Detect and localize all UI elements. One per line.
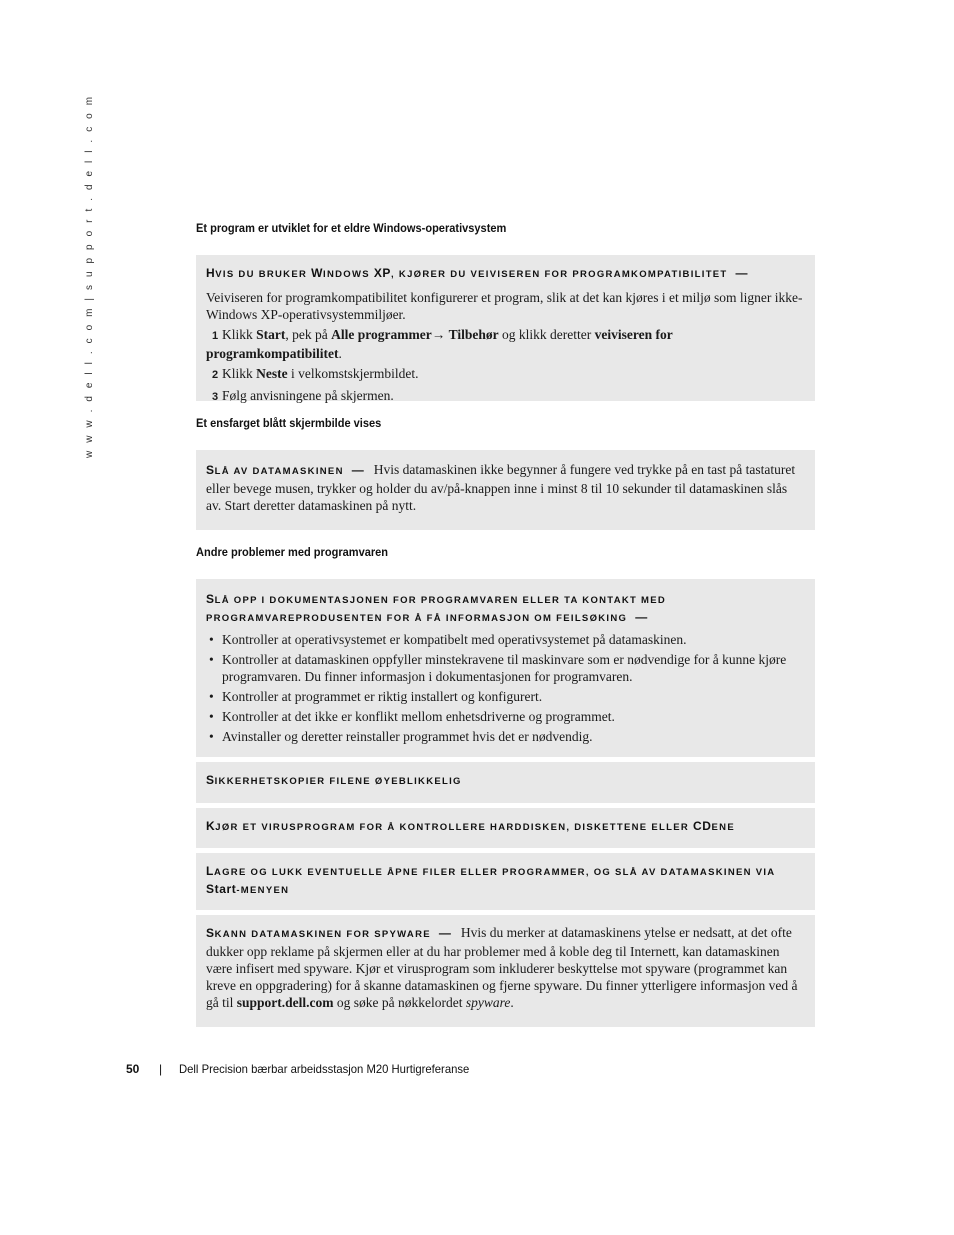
box-title: SIKKERHETSKOPIER FILENE ØYEBLIKKELIG: [206, 773, 462, 787]
list-item: • Kontroller at programmet er riktig installert og konfigurert.: [209, 689, 543, 704]
box-title: SLÅ AV DATAMASKINEN —: [206, 463, 364, 477]
step-3: 3 Følg anvisningene på skjermen.: [212, 388, 394, 403]
section-heading-old-windows: Et program er utviklet for et eldre Windows-operativsystem: [196, 221, 507, 235]
list-item: • Kontroller at operativsystemet er kompatibelt med operativsystemet på datamaskinen.: [209, 632, 687, 647]
page-number: 50: [126, 1062, 140, 1076]
box-title: LAGRE OG LUKK EVENTUELLE ÅPNE FILER ELLER PROGRAMMER, OG SLÅ AV DATAMASKINEN VIA Start-MENYEN: [206, 864, 776, 896]
list-item: • Avinstaller og deretter reinstaller programmet hvis det er nødvendig.: [209, 729, 593, 744]
box-virus-scan: [196, 808, 815, 848]
box-title: HVIS DU BRUKER WINDOWS XP, KJØRER DU VEIVISEREN FOR PROGRAMKOMPATIBILITET —: [206, 266, 748, 280]
box-turn-off: [196, 450, 815, 530]
side-url: w w w . d e l l . c o m | s u p p o r t . d e l l . c o m: [84, 94, 95, 458]
box-save-close: [196, 853, 815, 910]
footer-separator: |: [159, 1062, 163, 1076]
box-text: SKANN DATAMASKINEN FOR SPYWARE — Hvis du merker at datamaskinens ytelse er nedsatt, at det ofte dukker opp reklame på skjermen eller at du har problemer med å koble deg til Internett, kan datamaskinen være infisert med spyware. Kjør et virusprogram som inkluderer beskyttelse mot spyware (programmet kan kreve en oppgradering) for å skanne datamaskinen og fjerne spyware. Du finner ytterligere informasjon ved å gå til support.dell.com og søke på nøkkelordet spyware.: [206, 925, 798, 1010]
footer-title: Dell Precision bærbar arbeidsstasjon M20 Hurtigreferanse: [179, 1062, 470, 1076]
box-documentation: [196, 579, 815, 757]
section-heading-other-problems: Andre problemer med programvaren: [196, 545, 389, 559]
box-text: SLÅ AV DATAMASKINEN — Hvis datamaskinen ikke begynner å fungere ved trykke på en tast på tastaturet eller bevege musen, trykker og holder du av/på-knappen inne i minst 8 til 10 sekunder til datamaskinen slås av. Start deretter datamaskinen på nytt.: [206, 462, 796, 513]
page-footer: [126, 1062, 470, 1076]
bullet-list: [206, 631, 805, 745]
step-1: 1 Klikk Start, pek på Alle programmer→ Tilbehør og klikk deretter veiviseren for programkompatibilitet.: [206, 327, 673, 361]
box-spyware: [196, 915, 815, 1027]
box-compatibility-wizard: [196, 255, 815, 401]
box-title: SLÅ OPP I DOKUMENTASJONEN FOR PROGRAMVAREN ELLER TA KONTAKT MED PROGRAMVAREPRODUSENTEN FOR Å FÅ INFORMASJON OM FEILSØKING —: [206, 592, 667, 624]
box-title: KJØR ET VIRUSPROGRAM FOR Å KONTROLLERE HARDDISKEN, DISKETTENE ELLER CDENE: [206, 819, 735, 833]
box-title: SKANN DATAMASKINEN FOR SPYWARE —: [206, 926, 451, 940]
box-intro-text: Veiviseren for programkompatibilitet konfigurerer et program, slik at det kan kjøres i et miljø som ligner ikke-Windows XP-operativsystemmiljøer.: [206, 290, 803, 322]
list-item: • Kontroller at datamaskinen oppfyller minstekravene til maskinvare som er nødvendige for å kunne kjøre programvaren. Du finner informasjon i dokumentasjonen for programvaren.: [209, 652, 787, 684]
box-backup: [196, 762, 815, 803]
section-heading-blue-screen: Et ensfarget blått skjermbilde vises: [196, 416, 382, 430]
list-item: • Kontroller at det ikke er konflikt mellom enhetsdriverne og programmet.: [209, 709, 615, 724]
step-2: 2 Klikk Neste i velkomstskjermbildet.: [212, 366, 419, 381]
